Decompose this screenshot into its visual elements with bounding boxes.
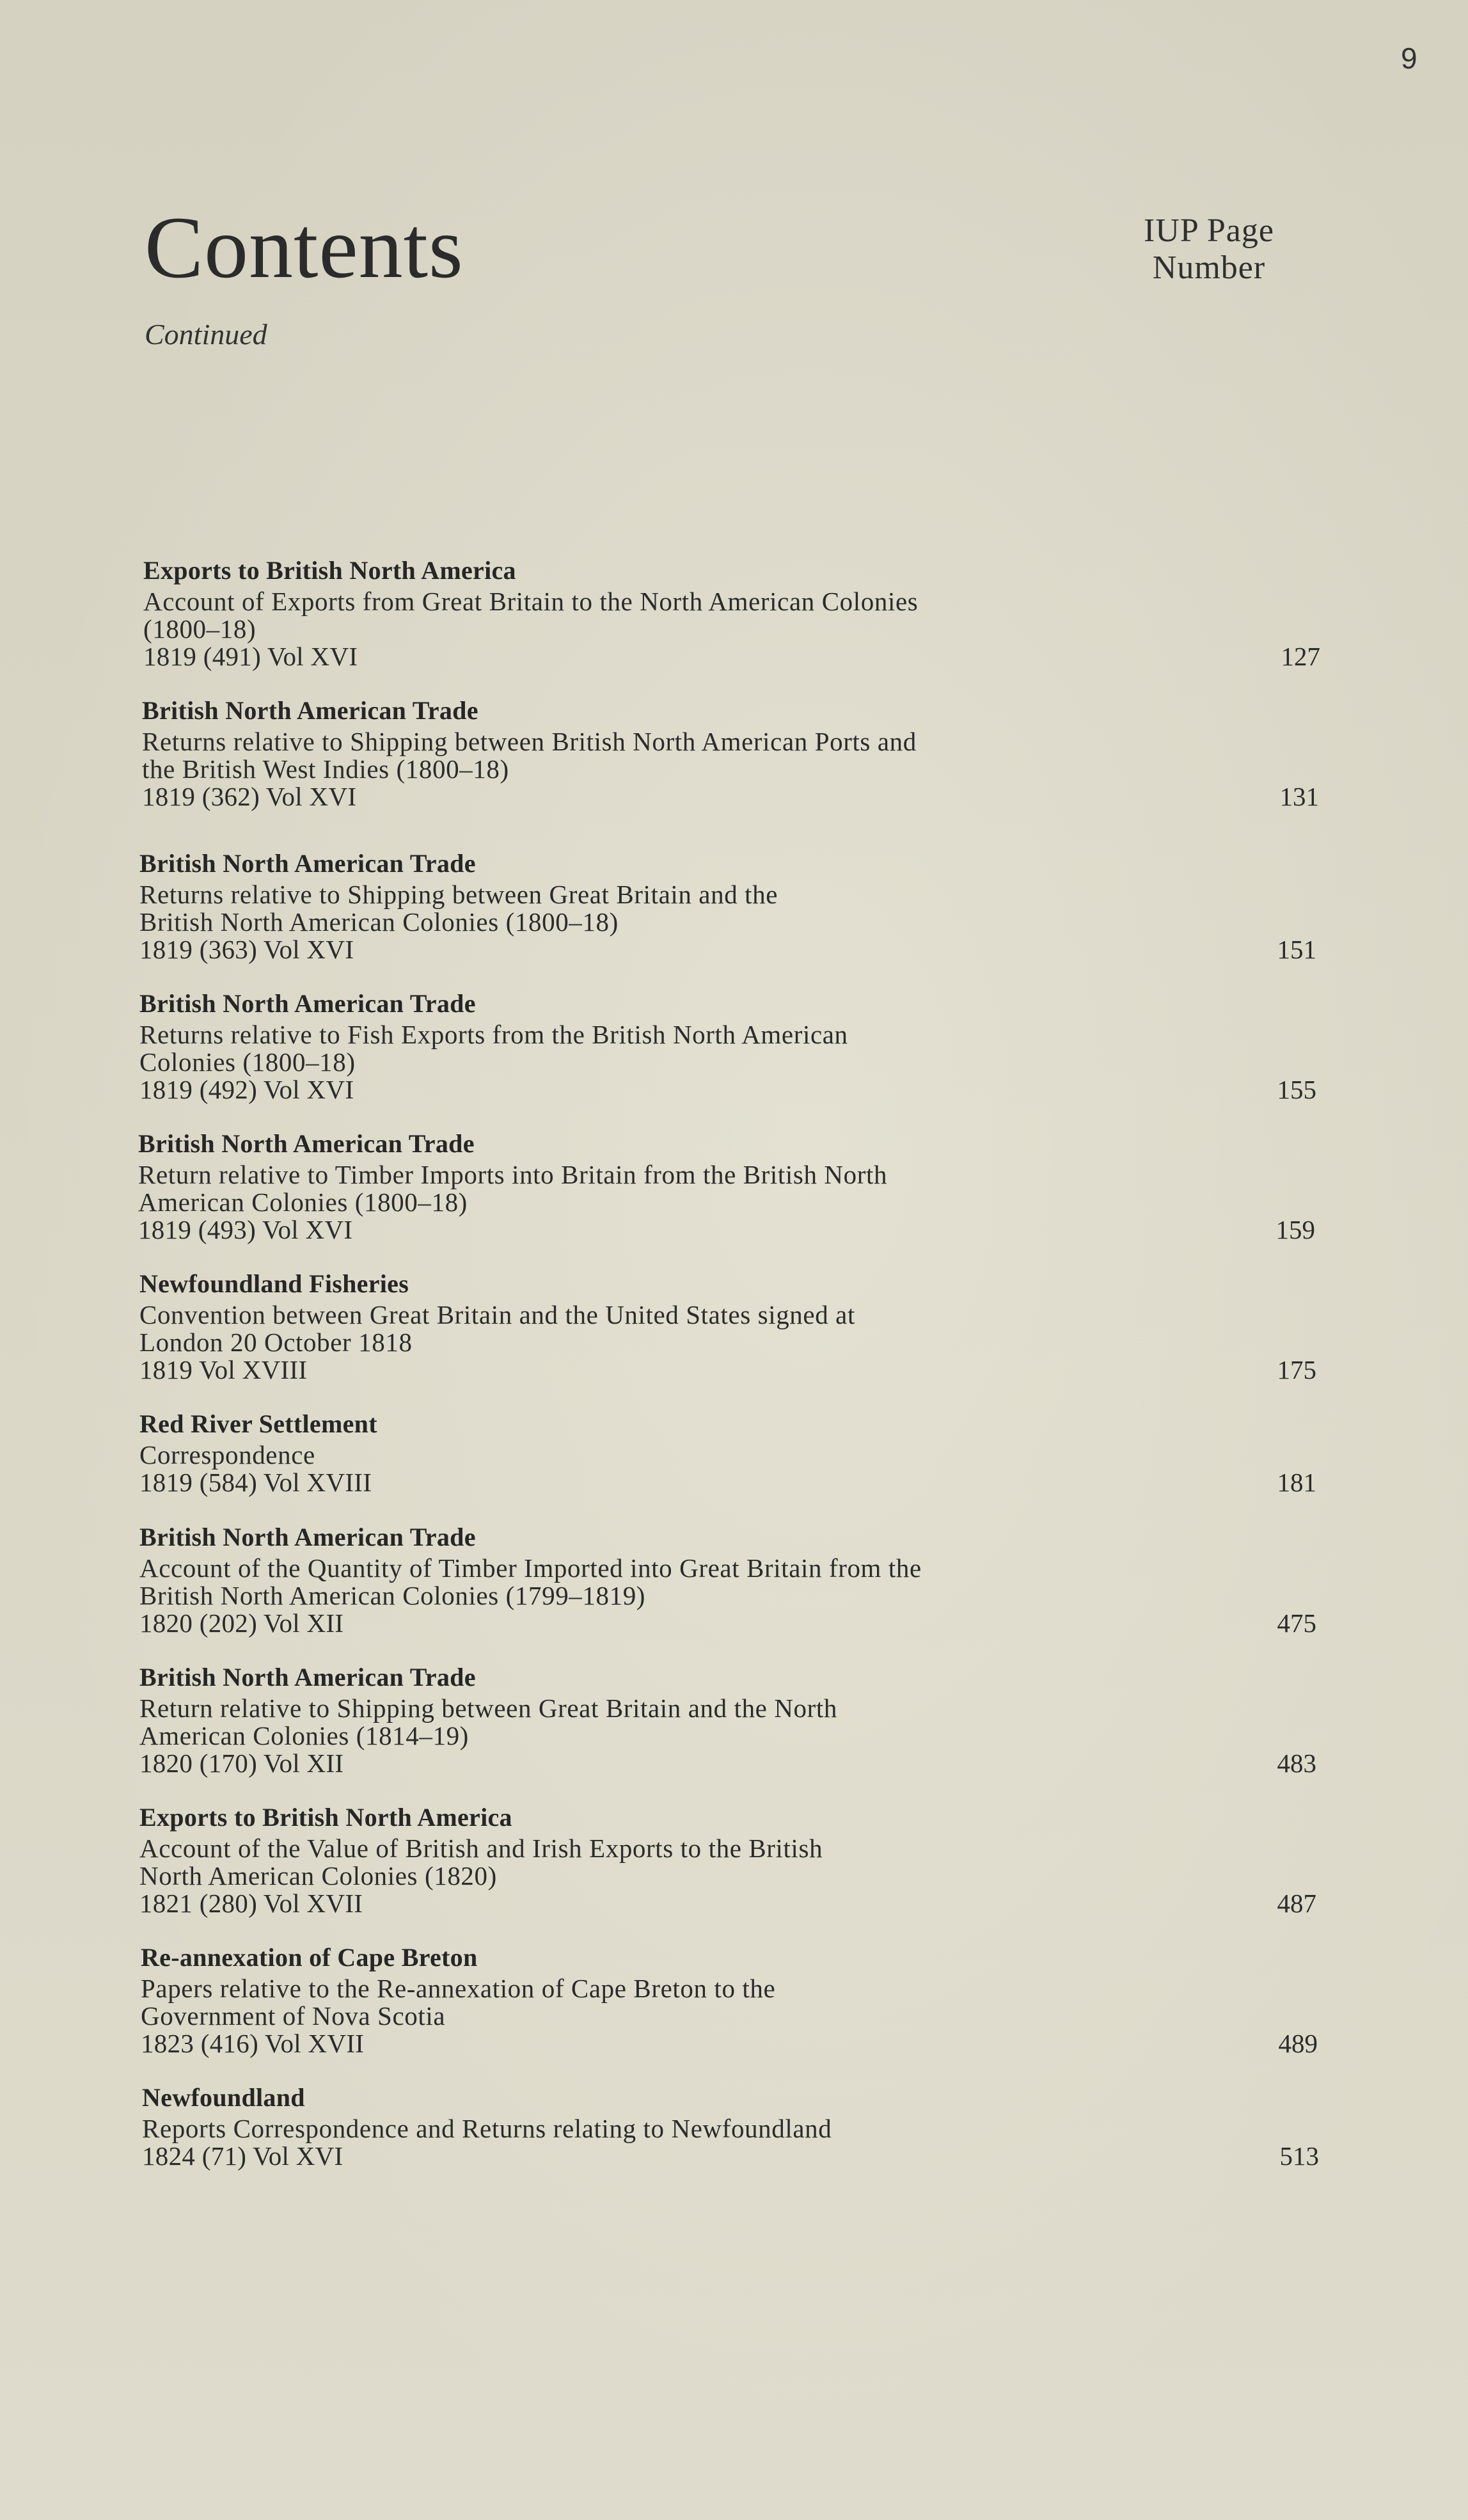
entry-heading: Newfoundland Fisheries	[139, 1269, 409, 1298]
entry-heading: British North American Trade	[139, 989, 476, 1018]
entry-page-number: 159	[1275, 1215, 1315, 1244]
entry-description: Returns relative to Shipping between British North American Ports and the British West Indies (1800–18)	[142, 727, 917, 784]
contents-entry	[139, 1663, 1419, 1777]
entry-description: Papers relative to the Re-annexation of Cape Breton to the Government of Nova Scotia	[141, 1974, 776, 2031]
entry-reference: 1819 (493) Vol XVI	[138, 1215, 353, 1244]
entry-page-number: 483	[1277, 1748, 1316, 1778]
entry-description: Return relative to Shipping between Great Britain and the North American Colonies (1814–19)	[139, 1693, 837, 1750]
entry-heading: Exports to British North America	[139, 1803, 512, 1832]
entry-heading: Re-annexation of Cape Breton	[141, 1943, 478, 1972]
contents-entry	[139, 1270, 1419, 1384]
entry-heading: Red River Settlement	[139, 1409, 377, 1438]
entry-reference: 1824 (71) Vol XVI	[142, 2141, 343, 2171]
entry-description: Convention between Great Britain and the United States signed at London 20 October 1818	[139, 1300, 855, 1357]
entry-heading: Newfoundland	[142, 2083, 305, 2112]
entry-page-number: 487	[1277, 1889, 1316, 1918]
entry-heading: British North American Trade	[142, 696, 478, 725]
entry-page-number: 151	[1277, 935, 1316, 964]
contents-entry	[143, 557, 1423, 670]
entry-description: Returns relative to Fish Exports from the British North American Colonies (1800–18)	[139, 1020, 848, 1077]
entry-page-number: 513	[1279, 2141, 1319, 2171]
contents-entry	[139, 1410, 1419, 1496]
entry-reference: 1819 (362) Vol XVI	[142, 782, 357, 811]
page-title: Contents	[145, 198, 464, 296]
entry-reference: 1819 (491) Vol XVI	[143, 642, 358, 671]
entry-description: Account of Exports from Great Britain to the North American Colonies (1800–18)	[143, 587, 919, 644]
contents-entry	[142, 2084, 1421, 2170]
contents-entry	[139, 1523, 1419, 1637]
entry-page-number: 489	[1278, 2029, 1318, 2058]
entry-reference: 1820 (170) Vol XII	[139, 1748, 344, 1778]
entry-reference: 1819 (363) Vol XVI	[139, 935, 354, 964]
entry-reference: 1819 (584) Vol XVIII	[139, 1468, 372, 1497]
column-header-line-2: Number	[1152, 250, 1266, 286]
column-header-line-1: IUP Page	[1144, 212, 1274, 249]
entry-description: Returns relative to Shipping between Great Britain and the British North American Colonies (1800–18)	[139, 880, 778, 937]
entry-page-number: 181	[1277, 1468, 1316, 1497]
entry-description: Correspondence	[139, 1440, 315, 1470]
entry-reference: 1823 (416) Vol XVII	[141, 2029, 365, 2058]
entry-heading: Exports to British North America	[143, 556, 516, 585]
entry-heading: British North American Trade	[138, 1129, 475, 1158]
contents-entry	[139, 850, 1419, 963]
entry-page-number: 127	[1281, 642, 1320, 671]
entry-description: Reports Correspondence and Returns relating to Newfoundland	[142, 2114, 832, 2143]
entry-page-number: 155	[1277, 1075, 1316, 1104]
contents-entry	[138, 1130, 1417, 1244]
entry-reference: 1819 (492) Vol XVI	[139, 1075, 354, 1104]
entry-description: Account of the Quantity of Timber Imported into Great Britain from the British North American Colonies (1799–1819)	[139, 1553, 922, 1610]
entry-reference: 1821 (280) Vol XVII	[139, 1889, 363, 1918]
entry-reference: 1820 (202) Vol XII	[139, 1608, 344, 1638]
entry-heading: British North American Trade	[139, 849, 476, 878]
entry-reference: 1819 Vol XVIII	[139, 1355, 308, 1384]
entry-page-number: 131	[1279, 782, 1319, 811]
entry-description: Return relative to Timber Imports into Britain from the British North American Colonies (1800–18)	[138, 1160, 888, 1217]
entry-page-number: 175	[1277, 1355, 1316, 1384]
continued-subtitle: Continued	[145, 318, 267, 351]
contents-entry	[142, 697, 1421, 811]
contents-entry	[139, 1803, 1419, 1917]
page-number: 9	[1401, 42, 1417, 75]
entry-page-number: 475	[1277, 1608, 1316, 1638]
contents-entry	[139, 990, 1419, 1104]
entry-description: Account of the Value of British and Irish Exports to the British North American Colonies (1820)	[139, 1834, 823, 1890]
entry-heading: British North American Trade	[139, 1523, 476, 1551]
contents-entry	[141, 1944, 1420, 2057]
entry-heading: British North American Trade	[139, 1663, 476, 1692]
